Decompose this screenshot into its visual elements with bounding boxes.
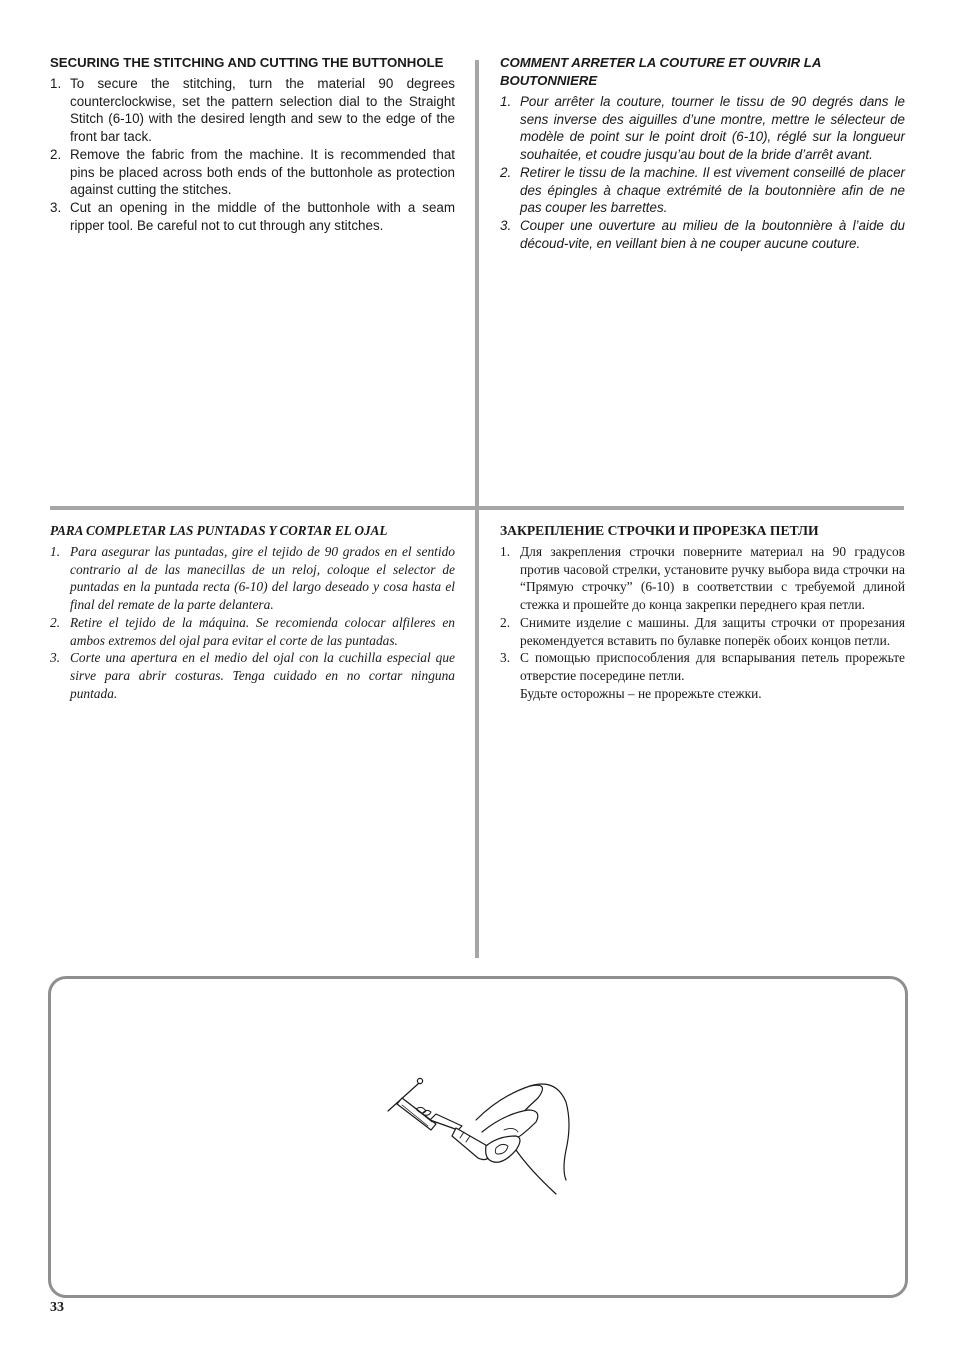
french-heading: COMMENT ARRETER LA COUTURE ET OUVRIR LA BOUTONNIERE [500,55,821,88]
english-steps [50,75,455,234]
russian-step-2: 2. Снимите изделие с машины. Для защиты строчки от прорезания рекомендуется вставить по булавке поперёк обоих концов петли. [500,614,905,648]
english-step-3: 3. Cut an opening in the middle of the buttonhole with a seam ripper tool. Be careful not to cut through any stitches. [50,199,455,233]
russian-step-3: 3. С помощью приспособления для вспарывания петель прорежьте отверстие посередине петли. Будьте осторожны – не прорежьте стежки. [500,650,905,701]
russian-step-3-warning: Будьте осторожны – не прорежьте стежки. [520,685,762,701]
french-step-1: 1. Pour arrêter la couture, tourner le tissu de 90 degrés dans le sens inverse des aiguilles d’une montre, mettre le sélecteur de modèle de point sur le point droit (6-10), réglé sur la longueur souhaitée, et coudre jusqu’au bout de la bride d’arrêt avant. [500,94,905,163]
french-step-2: 2. Retirer le tissu de la machine. Il est vivement conseillé de placer des épingles à chaque extrémité de la boutonnière afin de ne pas couper les barrettes. [500,164,905,216]
spanish-steps [50,543,455,702]
french-steps [500,93,905,252]
russian-section [500,522,905,702]
spanish-section [50,522,455,702]
row-divider-horizontal [50,506,904,510]
seam-ripper-cutting-buttonhole-icon [380,1074,580,1209]
page-number: 33 [50,1300,64,1315]
russian-heading: ЗАКРЕПЛЕНИЕ СТРОЧКИ И ПРОРЕЗКА ПЕТЛИ [500,523,819,538]
russian-step-1: 1. Для закрепления строчки поверните материал на 90 градусов против часовой стрелки, установите ручку выбора вида строчки на “Прямую строчку” (6-10) в соответствии с требуемой длиной стежка и прошейте до конца закрепки переднего края петли. [500,544,905,613]
english-step-1: 1. To secure the stitching, turn the material 90 degrees counterclockwise, set the pattern selection dial to the Straight Stitch (6-10) with the desired length and sew to the edge of the front bar tack. [50,76,455,145]
spanish-step-2: 2. Retire el tejido de la máquina. Se recomienda colocar alfileres en ambos extremos del ojal para evitar el corte de las puntadas. [50,614,455,648]
french-step-3: 3. Couper une ouverture au milieu de la boutonnière à l’aide du découd-vite, en veillant bien à ne couper aucune couture. [500,217,905,251]
spanish-heading: PARA COMPLETAR LAS PUNTADAS Y CORTAR EL OJAL [50,523,388,538]
spanish-step-3: 3. Corte una apertura en el medio del ojal con la cuchilla especial que sirve para abrir costuras. Tenga cuidado en no cortar ninguna puntada. [50,650,455,701]
spanish-step-1: 1. Para asegurar las puntadas, gire el tejido de 90 grados en el sentido contrario al de las manecillas de un reloj, coloque el selector de puntadas en la puntada recta (6-10) del largo deseado y cosa hasta el final del remate de la parte delantera. [50,544,455,613]
french-section [500,54,905,252]
english-step-2: 2. Remove the fabric from the machine. It is recommended that pins be placed across both ends of the buttonhole as protection against cutting the stitches. [50,146,455,198]
english-section [50,54,455,234]
english-heading: SECURING THE STITCHING AND CUTTING THE BUTTONHOLE [50,55,444,70]
russian-steps [500,543,905,702]
